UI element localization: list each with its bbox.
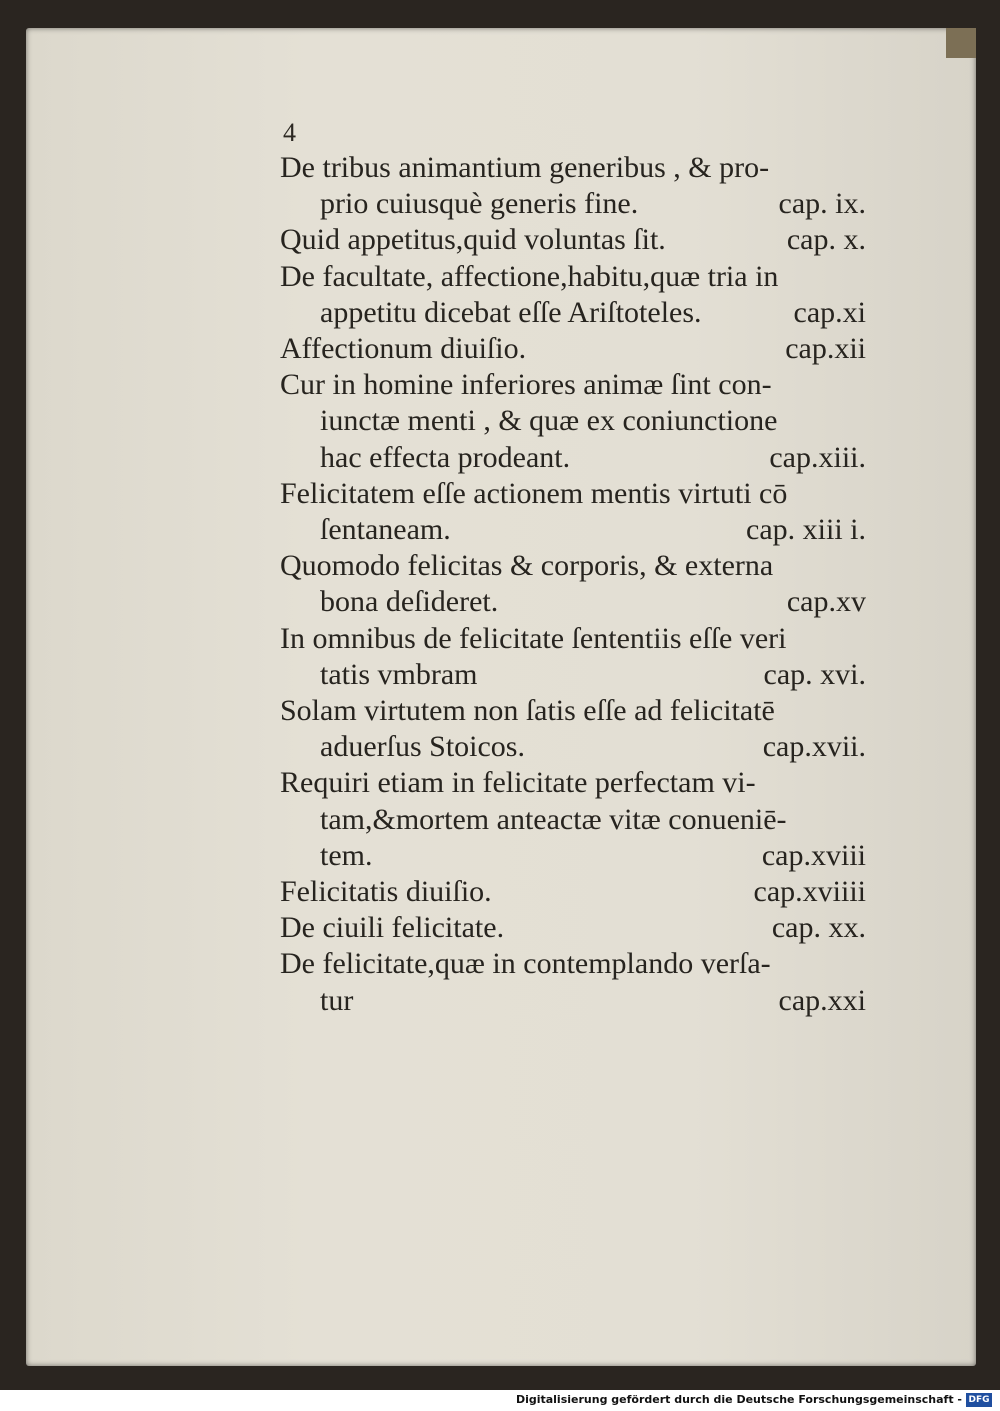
toc-entry-line [280,331,866,367]
toc-entry [280,331,866,367]
toc-entry-line [280,150,866,186]
footer [0,1390,1000,1411]
toc-entry-continuation [280,584,866,620]
toc-entry-text: aduerſus Stoicos. [320,730,525,764]
toc-entry-text: Requiri etiam in felicitate perfectam vi- [280,766,756,800]
toc-entry-continuation [280,802,866,838]
toc-entry [280,765,866,874]
page-corner [946,28,976,58]
toc-entry-line [280,476,866,512]
toc-entry-text: In omnibus de felicitate ſententiis eſſe veri [280,621,787,655]
toc-entry-text: hac effecta prodeant. [320,440,571,474]
toc-entry-text: De tribus animantium generibus , & pro- [280,151,770,184]
toc-entry-continuation [280,403,866,439]
toc-chapter-number: cap.xiii. [769,440,866,474]
toc-entry [280,946,866,1018]
toc-entry-continuation [280,983,866,1019]
toc-entry-line [280,259,866,295]
toc-entry-continuation [280,657,866,693]
toc-entry-text: Solam virtutem non ſatis eſſe ad felicitatē [280,694,775,728]
toc-entry [280,693,866,765]
toc-chapter-number: cap.xviiii [753,875,866,909]
toc-entry-text: tur [320,983,354,1017]
toc-entry-text: Cur in homine inferiores animæ ſint con- [280,368,772,402]
page-number: 4 [283,118,296,147]
toc-entry-continuation [280,512,866,548]
toc-chapter-number: cap. xvi. [763,657,866,691]
toc-entry-line [280,946,866,982]
toc-entry-text: tatis vmbram [320,657,478,691]
toc-entry [280,150,866,222]
toc-entry-text: appetitu dicebat eſſe Ariſtoteles. [320,295,702,329]
toc-entry-line [280,765,866,801]
toc-chapter-number: cap. x. [786,223,866,257]
toc-entry-text: De facultate, affectione,habitu,quæ tria in [280,259,779,293]
toc-entry-continuation [280,186,866,222]
toc-entry-text: Felicitatis diuiſio. [280,875,492,909]
toc-entry-text: iunctæ menti , & quæ ex coniunctione [320,404,778,438]
toc-entry-continuation [280,440,866,476]
toc-entry-continuation [280,729,866,765]
toc-entry-line [280,910,866,946]
toc-entry-text: Quid appetitus,quid voluntas ſit. [280,223,666,257]
toc-entry [280,259,866,331]
toc-chapter-number: cap.xi [793,295,866,329]
toc-chapter-number: cap. ix. [778,187,866,221]
toc-entry [280,367,866,476]
toc-entry-line [280,874,866,910]
toc-chapter-number: cap. xx. [771,911,866,945]
toc-entry-line [280,621,866,657]
toc-entry-line [280,222,866,258]
toc-entry-line [280,367,866,403]
toc-entry-continuation [280,295,866,331]
toc-entry-text: Affectionum diuiſio. [280,332,527,366]
toc-entry-text: De ciuili felicitate. [280,911,505,945]
toc-entry [280,222,866,258]
toc-chapter-number: cap. xiii i. [746,513,866,547]
footer-credit: Digitalisierung gefördert durch die Deutsche Forschungsgemeinschaft - [515,1393,962,1406]
toc-chapter-number: cap.xviii [761,838,866,872]
toc-entry [280,874,866,910]
toc-entry-line [280,693,866,729]
dfg-logo-icon: DFG [966,1393,992,1407]
toc-entry-text: tam,&mortem anteactæ vitæ conueniē- [320,802,787,836]
toc-entry [280,910,866,946]
toc-chapter-number: cap.xvii. [762,730,866,764]
toc-entry-text: ſentaneam. [320,513,451,547]
toc-entry-text: Quomodo felicitas & corporis, & externa [280,549,774,583]
toc-entry [280,548,866,620]
toc-entry-text: Felicitatem eſſe actionem mentis virtuti cō [280,476,788,510]
toc-chapter-number: cap.xii [785,332,866,366]
toc-entry [280,621,866,693]
toc-entry-text: tem. [320,838,373,872]
toc-entry-continuation [280,838,866,874]
toc-entry-line [280,548,866,584]
toc-entry-text: bona deſideret. [320,585,499,619]
toc-chapter-number: cap.xxi [778,983,866,1017]
table-of-contents [280,150,866,1019]
toc-chapter-number: cap.xv [786,585,866,619]
toc-entry-text: De felicitate,quæ in contemplando verſa- [280,947,771,981]
toc-entry-text: prio cuiusquè generis fine. [320,187,639,221]
toc-entry [280,476,866,548]
